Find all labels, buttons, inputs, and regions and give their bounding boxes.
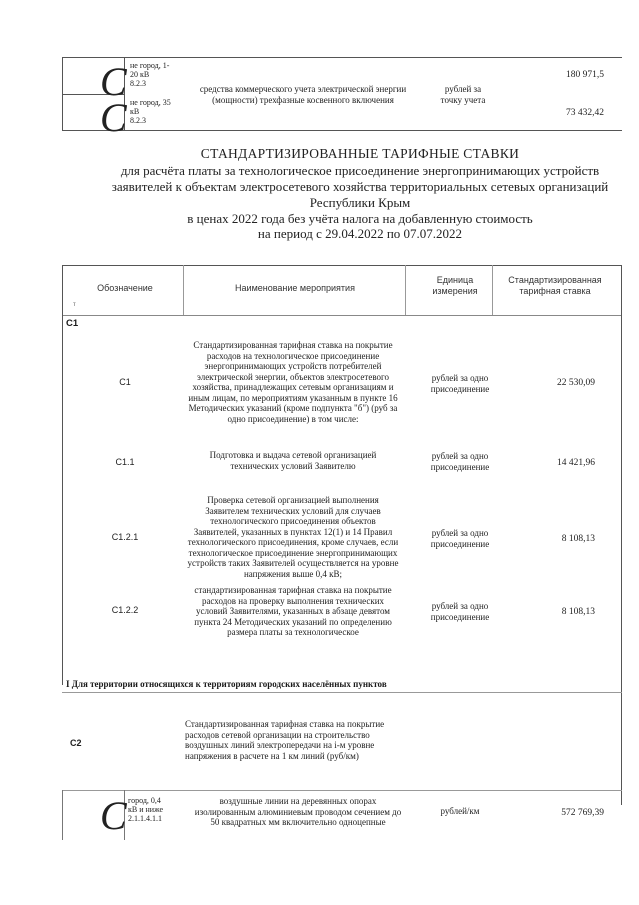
c2-designation: C2 xyxy=(70,738,82,748)
row-unit: рублей за одно присоединение xyxy=(430,528,490,549)
header-unit: Единица измерения xyxy=(432,275,478,296)
row-rate-value: 8 108,13 xyxy=(561,534,595,544)
heading-title: СТАНДАРТИЗИРОВАННЫЕ ТАРИФНЫЕ СТАВКИ xyxy=(200,146,520,161)
rate-symbol-row1: C xyxy=(100,59,127,104)
row-designation: C1.2.2 xyxy=(111,605,139,615)
rate-symbol-last-row: C xyxy=(100,793,127,838)
rate-code-row1: не город, 1- 20 кВ 8.2.3 xyxy=(130,61,170,88)
row-designation: C1.2.1 xyxy=(111,532,139,542)
tick-mark: т xyxy=(73,302,76,308)
row-unit: рублей за одно присоединение xyxy=(430,451,490,472)
row-rate-value: 22 530,09 xyxy=(557,378,595,388)
last-row-activity-name: воздушные линии на деревянных опорах изолированным алюминиевым проводом сечением до 50 квадратных мм включительно одноцепные xyxy=(194,796,402,827)
row-rate-value: 14 421,96 xyxy=(557,458,595,468)
rate-symbol-row2: C xyxy=(100,95,127,140)
header-rate: Стандартизированная тарифная ставка xyxy=(508,275,602,296)
header-designation: Обозначение xyxy=(97,283,153,293)
row-unit: рублей за одно присоединение xyxy=(430,601,490,622)
heading-line-1: для расчёта платы за технологическое присоединение энергопринимающих устройств xyxy=(120,163,600,178)
c2-activity-name: Стандартизированная тарифная ставка на покрытие расходов сетевой организации на строительство воздушных линий электропередачи на i-м уровне напряжения в расчете на 1 км линий (руб/км) xyxy=(185,719,385,761)
row-designation: C1.1 xyxy=(115,457,135,467)
section-c1-label: C1 xyxy=(66,318,79,329)
row-designation: C1 xyxy=(119,377,131,387)
last-row-rate-value: 572 769,39 xyxy=(561,808,604,818)
top-value-row2: 73 432,42 xyxy=(566,108,604,118)
heading-line-5: на период с 29.04.2022 по 07.07.2022 xyxy=(257,226,463,241)
top-unit: рублей за точку учета xyxy=(440,84,486,105)
rate-code-last-row: город, 0,4 кВ и ниже 2.1.1.4.1.1 xyxy=(128,796,164,823)
heading-line-2: заявителей к объектам электросетевого хозяйства территориальных сетевых организаций xyxy=(111,179,609,194)
last-row-unit: рублей/км xyxy=(440,806,480,816)
row-activity-name: Подготовка и выдача сетевой организацией технических условий Заявителю xyxy=(209,450,377,471)
top-description: средства коммерческого учета электрической энергии (мощности) трехфазные косвенного включения xyxy=(199,84,407,105)
row-rate-value: 8 108,13 xyxy=(561,607,595,617)
top-value-row1: 180 971,5 xyxy=(566,70,604,80)
rate-code-row2: не город, 35 кВ 8.2.3 xyxy=(130,98,171,125)
row-activity-name: Проверка сетевой организацией выполнения Заявителем технических условий для случаев технологического присоединения объектов Заявителей, указанных в пунктах 12(1) и 14 Правил технологического присоединения, кроме случаев, если технологическое присоединение энергопринимающих устройств таких Заявителей осуществляется на уровне напряжения выше 0,4 кВ; xyxy=(187,495,399,579)
heading-line-3: Республики Крым xyxy=(309,195,411,210)
territory-label: I Для территории относящихся к территориям городских населённых пунктов xyxy=(66,679,387,689)
heading-line-4: в ценах 2022 года без учёта налога на добавленную стоимость xyxy=(187,211,533,226)
row-activity-name: стандартизированная тарифная ставка на покрытие расходов на проверку выполнения технических условий Заявителями, указанных в абзаце девятом пункта 24 Методических указаний по определению размера платы за технологическое xyxy=(194,585,392,637)
row-unit: рублей за одно присоединение xyxy=(430,373,490,394)
row-activity-name: Стандартизированная тарифная ставка на покрытие расходов на технологическое присоединение энергопринимающих устройств потребителей электрической энергии, объектов электросетевого хозяйства, принадлежащих сетевым организациям и иным лицам, по мероприятиям указанным в пункте 16 Методических указаний (кроме подпункта "б") (руб за одно присоединение) в том числе: xyxy=(188,340,398,424)
header-activity-name: Наименование мероприятия xyxy=(235,283,355,293)
